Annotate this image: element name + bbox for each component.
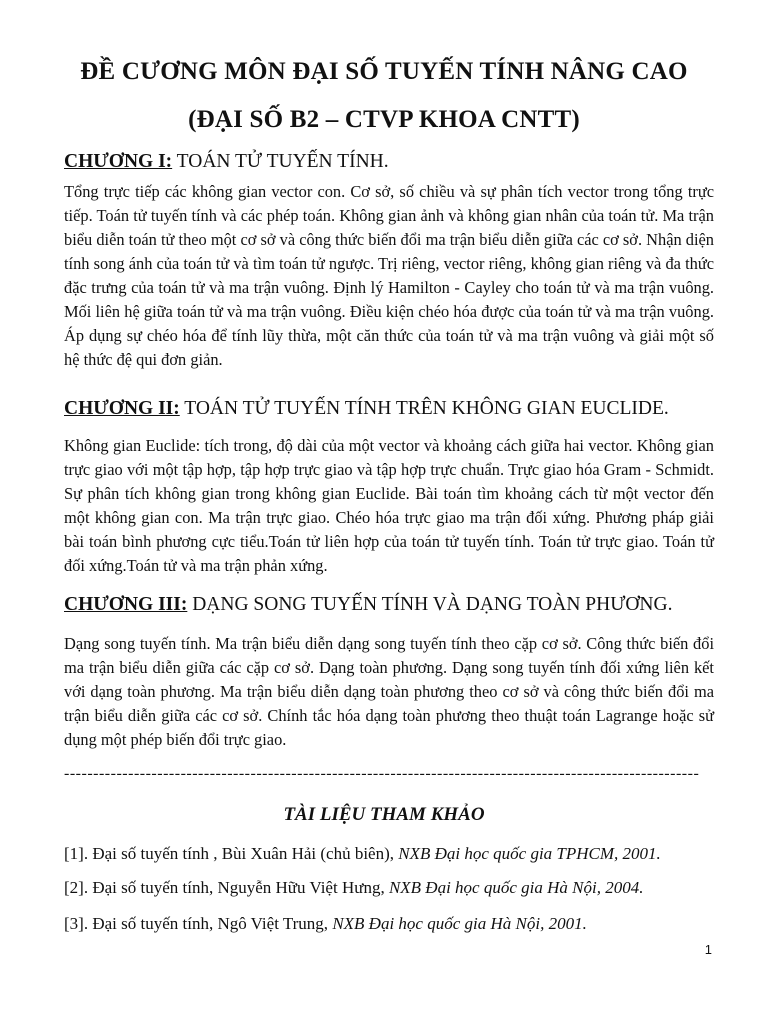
reference-item [64, 844, 661, 864]
chapter-2-title: TOÁN TỬ TUYẾN TÍNH TRÊN KHÔNG GIAN EUCLIDE. [179, 398, 669, 419]
document-title: ĐỀ CƯƠNG MÔN ĐẠI SỐ TUYẾN TÍNH NÂNG CAO [80, 58, 688, 85]
chapter-3-number: CHƯƠNG III: [64, 594, 188, 615]
reference-1-publisher: NXB Đại học quốc gia TPHCM, 2001. [398, 844, 661, 863]
reference-3-publisher: NXB Đại học quốc gia Hà Nội, 2001. [332, 914, 587, 933]
reference-2-publisher: NXB Đại học quốc gia Hà Nội, 2004. [388, 878, 644, 897]
references-heading: TÀI LIỆU THAM KHẢO [283, 804, 485, 825]
reference-item [64, 914, 587, 934]
chapter-1-heading [64, 151, 724, 173]
section-divider: ------------------------------------------------------------------------------------------------------------- [64, 765, 700, 782]
reference-2-text: [2]. Đại số tuyến tính, Nguyễn Hữu Việt Hưng, [64, 878, 389, 897]
chapter-1-title: TOÁN TỬ TUYẾN TÍNH. [172, 151, 389, 172]
document-subtitle: (ĐẠI SỐ B2 – CTVP KHOA CNTT) [188, 106, 580, 133]
reference-1-text: [1]. Đại số tuyến tính , Bùi Xuân Hải (chủ biên), [64, 844, 399, 863]
chapter-3-body: Dạng song tuyến tính. Ma trận biểu diễn dạng song tuyến tính theo cặp cơ sở. Công thức biến đổi ma trận biểu diễn giữa các cặp cơ sở. Dạng toàn phương. Dạng song tuyến tính đối xứng liên kết với dạng toàn phương. Ma trận biểu diễn dạng toàn phương theo cơ sở và công thức biến đổi ma trận biểu diễn giữa các cơ sở. Chính tắc hóa dạng toàn phương theo thuật toán Lagrange hoặc sử dụng một phép biến đổi trực giao. [64, 634, 714, 749]
chapter-3-title: DẠNG SONG TUYẾN TÍNH VÀ DẠNG TOÀN PHƯƠNG. [187, 594, 673, 615]
chapter-2-heading [64, 398, 724, 420]
chapter-1-body: Tổng trực tiếp các không gian vector con. Cơ sở, số chiều và sự phân tích vector trong tổng trực tiếp. Toán tử tuyến tính và các phép toán. Không gian ảnh và không gian nhân của toán tử. Ma trận biểu diễn toán tử theo một cơ sở và công thức biến đổi ma trận biểu diễn giữa các cơ sở. Nhận diện tính song ánh của toán tử và tìm toán tử ngược. Trị riêng, vector riêng, không gian riêng và đa thức đặc trưng của toán tử và ma trận vuông. Định lý Hamilton - Cayley cho toán tử và ma trận vuông. Mối liên hệ giữa toán tử và ma trận vuông. Điều kiện chéo hóa được của toán tử và ma trận vuông. Áp dụng sự chéo hóa để tính lũy thừa, một căn thức của toán tử và ma trận vuông và giải một số hệ thức đệ qui đơn giản. [64, 182, 714, 369]
chapter-3-heading [64, 594, 724, 616]
chapter-2-number: CHƯƠNG II: [64, 398, 180, 419]
chapter-1-number: CHƯƠNG I: [64, 151, 173, 172]
reference-item [64, 878, 643, 898]
chapter-2-body: Không gian Euclide: tích trong, độ dài của một vector và khoảng cách giữa hai vector. Không gian trực giao với một tập hợp, tập hợp trực giao và tập hợp trực chuẩn. Trực giao hóa Gram - Schmidt. Sự phân tích không gian trong không gian Euclide. Bài toán tìm khoảng cách từ một vector đến một không gian con. Ma trận trực giao. Chéo hóa trực giao ma trận đối xứng. Phương pháp giải bài toán bình phương cực tiểu.Toán tử liên hợp của toán tử tuyến tính. Toán tử trực giao. Toán tử đối xứng.Toán tử và ma trận phản xứng. [64, 436, 714, 575]
reference-3-text: [3]. Đại số tuyến tính, Ngô Việt Trung, [64, 914, 333, 933]
page-number: 1 [704, 942, 712, 957]
